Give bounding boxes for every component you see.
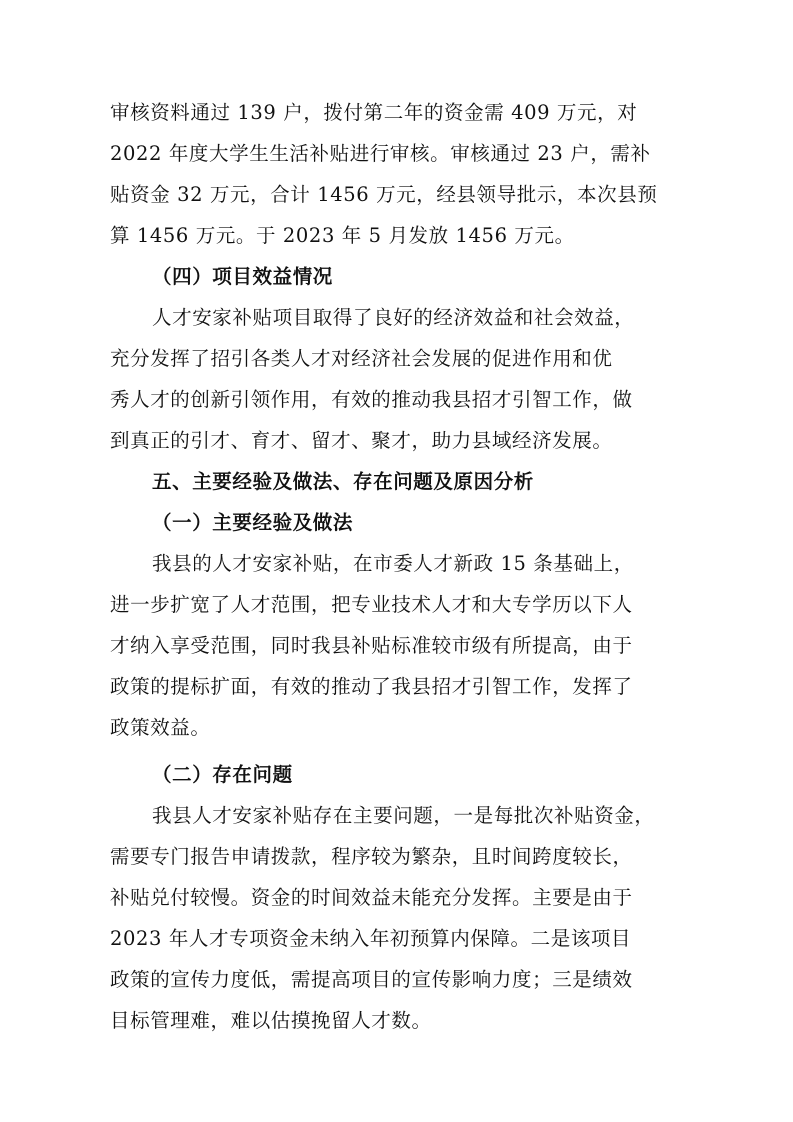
text-line: 秀人才的创新引领作用，有效的推动我县招才引智工作，做	[110, 388, 633, 411]
text-line: 政策的宣传力度低，需提高项目的宣传影响力度；三是绩效	[110, 968, 633, 991]
text-line: 我县的人才安家补贴，在市委人才新政 15 条基础上，	[152, 552, 634, 575]
paragraph-project-benefits	[110, 297, 692, 461]
heading-main-experience: （一）主要经验及做法	[152, 511, 354, 534]
heading-existing-problems: （二）存在问题	[152, 763, 293, 786]
text-line: 人才安家补贴项目取得了良好的经济效益和社会效益，	[152, 306, 635, 329]
text-line: 贴资金 32 万元，合计 1456 万元，经县领导批示，本次县预	[110, 183, 658, 206]
text-line: 政策的提标扩面，有效的推动了我县招才引智工作，发挥了	[110, 675, 633, 698]
text-line: 审核资料通过 139 户，拨付第二年的资金需 409 万元，对	[110, 101, 638, 124]
text-line: 需要专门报告申请拨款，程序较为繁杂，且时间跨度较长，	[110, 845, 633, 868]
text-line: 2022 年度大学生生活补贴进行审核。审核通过 23 户，需补	[110, 142, 651, 165]
text-line: 才纳入享受范围，同时我县补贴标准较市级有所提高，由于	[110, 634, 633, 657]
text-line: 到真正的引才、育才、留才、聚才，助力县域经济发展。	[110, 429, 613, 452]
text-line: 补贴兑付较慢。资金的时间效益未能充分发挥。主要是由于	[110, 886, 633, 909]
text-line: 政策效益。	[110, 716, 211, 739]
text-line: 目标管理难，难以估摸挽留人才数。	[110, 1009, 432, 1032]
text-line: 2023 年人才专项资金未纳入年初预算内保障。二是该项目	[110, 927, 632, 950]
heading-section-five: 五、主要经验及做法、存在问题及原因分析	[152, 470, 534, 493]
text-line: 充分发挥了招引各类人才对经济社会发展的促进作用和优	[110, 347, 613, 370]
heading-project-benefits: （四）项目效益情况	[152, 265, 333, 288]
paragraph-existing-problems	[110, 795, 692, 1041]
text-line: 算 1456 万元。于 2023 年 5 月发放 1456 万元。	[110, 224, 575, 247]
paragraph-funding-review	[110, 92, 692, 256]
paragraph-main-experience	[110, 543, 692, 748]
document-body	[110, 92, 692, 1041]
text-line: 进一步扩宽了人才范围，把专业技术人才和大专学历以下人	[110, 593, 633, 616]
text-line: 我县人才安家补贴存在主要问题，一是每批次补贴资金，	[152, 804, 655, 827]
